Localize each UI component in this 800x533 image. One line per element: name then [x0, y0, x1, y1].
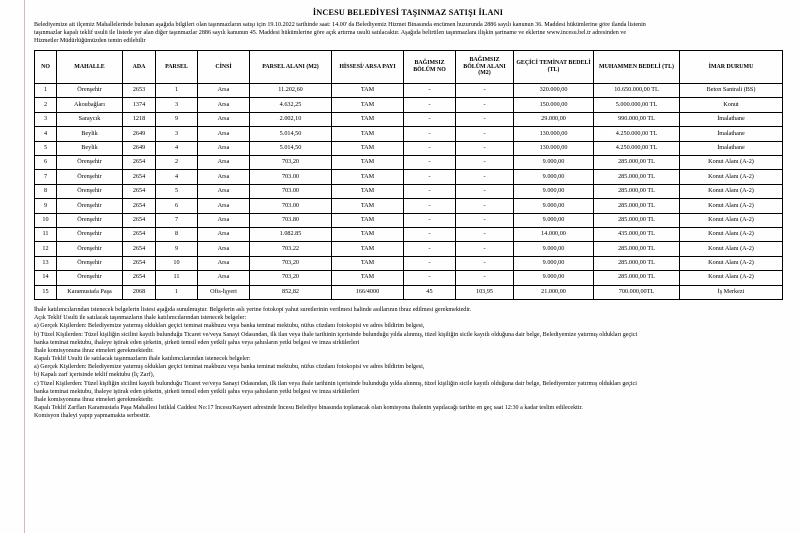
cell-bagimsiz-bolum-no: - — [404, 127, 456, 141]
cell-gecici-teminat: 130.000,00 — [514, 127, 594, 141]
cell-muhammen-bedel: 10.650.000,00 TL — [594, 84, 680, 98]
properties-table — [34, 50, 783, 300]
cell-muhammen-bedel: 285.000,00 TL — [594, 199, 680, 213]
cell-no: 8 — [35, 184, 57, 198]
cell-hisse: TAM — [332, 127, 404, 141]
cell-bagimsiz-bolum-no: - — [404, 112, 456, 126]
note-line: c) Tüzel Kişilerden: Tüzel kişiliğin sicilini kayıtlı bulunduğu Ticaret ve/veya Sanayi Odasından, ilk ilan veya ihale tarihinin içerisinde bulunduğu yılda alınmış, tüzel kişiliğin sicile kayıtlı olduğuna dair belge, Belediyemize yatırmış oldukları geçici — [34, 380, 637, 387]
cell-mahalle: Örenşehir — [57, 170, 123, 184]
intro-block — [34, 21, 782, 45]
cell-gecici-teminat: 130.000,00 — [514, 141, 594, 155]
cell-parsel: 9 — [156, 242, 198, 256]
cell-ada: 2654 — [123, 228, 156, 242]
cell-gecici-teminat: 9.000,00 — [514, 213, 594, 227]
cell-mahalle: Beylik — [57, 127, 123, 141]
cell-gecici-teminat: 14.000,00 — [514, 228, 594, 242]
cell-ada: 2654 — [123, 271, 156, 285]
cell-no: 9 — [35, 199, 57, 213]
cell-parsel: 3 — [156, 98, 198, 112]
cell-hisse: TAM — [332, 242, 404, 256]
note-line: b) Tüzel Kişilerden: Tüzel kişiliğin sicilini kayıtlı bulunduğu Ticaret ve/veya Sanayi Odasından, ilk ilan veya ihale tarihinin içerisinde bulunduğu yılda alınmış, tüzel kişiliğin sicile kayıtlı olduğuna dair belge, Belediyemize yatırmış oldukları geçici — [34, 331, 638, 338]
cell-parsel: 1 — [156, 285, 198, 299]
cell-gecici-teminat: 29.000,00 — [514, 112, 594, 126]
cell-mahalle: Örenşehir — [57, 213, 123, 227]
cell-imar-durumu: İmalathane — [680, 127, 783, 141]
cell-bagimsiz-bolum-no: - — [404, 98, 456, 112]
cell-mahalle: Örenşehir — [57, 156, 123, 170]
note-line: a) Gerçek Kişilerden: Belediyemize yatırmış oldukları geçici teminat makbuzu veya banka teminat mektubu, nüfus cüzdanı fotokopisi ve adres bildirim belgesi, — [34, 364, 425, 371]
cell-parsel-alani: 703,20 — [250, 271, 332, 285]
cell-parsel: 8 — [156, 228, 198, 242]
cell-mahalle: Örenşehir — [57, 271, 123, 285]
cell-mahalle: Örenşehir — [57, 184, 123, 198]
cell-parsel-alani: 703,20 — [250, 256, 332, 270]
cell-muhammen-bedel: 4.250.000,00 TL — [594, 141, 680, 155]
column-header-bagimsiz-bolum-no: BAĞIMSIZ BÖLÜM NO — [404, 51, 456, 84]
cell-gecici-teminat: 9.000,00 — [514, 242, 594, 256]
notes-block — [34, 306, 782, 421]
cell-bagimsiz-bolum-alani: - — [456, 271, 514, 285]
document-body — [34, 8, 782, 421]
cell-ada: 2653 — [123, 84, 156, 98]
cell-parsel-alani: 703.00 — [250, 199, 332, 213]
cell-ada: 2654 — [123, 156, 156, 170]
cell-cinsi: Arsa — [198, 127, 250, 141]
cell-bagimsiz-bolum-alani: - — [456, 84, 514, 98]
cell-no: 15 — [35, 285, 57, 299]
cell-bagimsiz-bolum-no: - — [404, 271, 456, 285]
cell-bagimsiz-bolum-alani: - — [456, 141, 514, 155]
cell-imar-durumu: Konut Alanı (A-2) — [680, 213, 783, 227]
cell-no: 11 — [35, 228, 57, 242]
cell-ada: 2649 — [123, 127, 156, 141]
cell-hisse: TAM — [332, 141, 404, 155]
cell-parsel-alani: 1.082.85 — [250, 228, 332, 242]
intro-line: Hizmetler Müdürlüğümüzden temin edilebilir — [34, 38, 146, 45]
cell-parsel-alani: 703.22 — [250, 242, 332, 256]
cell-hisse: TAM — [332, 184, 404, 198]
cell-cinsi: Arsa — [198, 112, 250, 126]
cell-muhammen-bedel: 285.000,00 TL — [594, 242, 680, 256]
table-row — [35, 84, 783, 98]
cell-parsel-alani: 4.632,25 — [250, 98, 332, 112]
intro-line: taşınmazlar kapalı teklif usulü ile listede yer alan diğer taşınmazlar 2886 sayılı kanunun 45. Maddesi hükümlerine göre açık artırma usulü satılacaktır. Aşağıda belirtilen taşınmazlara ilişkin şartname ve eklerine www.incesu.bel.tr adresinden ve — [34, 30, 627, 37]
cell-parsel: 4 — [156, 141, 198, 155]
column-header-cinsi: CİNSİ — [198, 51, 250, 84]
cell-bagimsiz-bolum-no: - — [404, 84, 456, 98]
cell-hisse: TAM — [332, 98, 404, 112]
cell-parsel: 3 — [156, 127, 198, 141]
column-header-imar-durumu: İMAR DURUMU — [680, 51, 783, 84]
cell-gecici-teminat: 9.000,00 — [514, 184, 594, 198]
cell-muhammen-bedel: 990.000,00 TL — [594, 112, 680, 126]
column-header-hisse: HİSSESİ/ ARSA PAYI — [332, 51, 404, 84]
table-row — [35, 184, 783, 198]
table-row — [35, 271, 783, 285]
cell-parsel: 10 — [156, 256, 198, 270]
cell-bagimsiz-bolum-alani: - — [456, 242, 514, 256]
cell-parsel-alani: 852,82 — [250, 285, 332, 299]
cell-bagimsiz-bolum-no: - — [404, 242, 456, 256]
cell-bagimsiz-bolum-no: - — [404, 184, 456, 198]
cell-bagimsiz-bolum-no: - — [404, 141, 456, 155]
cell-muhammen-bedel: 285.000,00 TL — [594, 213, 680, 227]
note-line: Açık Teklif Usulü ile satılacak taşınmazların ihale katılımcılarından istenecek belgeler: — [34, 315, 247, 322]
cell-parsel-alani: 5.014,50 — [250, 141, 332, 155]
cell-bagimsiz-bolum-alani: - — [456, 112, 514, 126]
cell-hisse: TAM — [332, 256, 404, 270]
cell-no: 14 — [35, 271, 57, 285]
table-row — [35, 285, 783, 299]
cell-bagimsiz-bolum-alani: - — [456, 228, 514, 242]
cell-parsel: 11 — [156, 271, 198, 285]
note-line: banka teminat mektubu, ihaleye iştirak eden şirketin, şirketi temsil eden yetkili şahıs veya şahısların yetki belgesi ve imza sirkülerleri — [34, 388, 360, 395]
cell-cinsi: Ofis-İşyeri — [198, 285, 250, 299]
cell-bagimsiz-bolum-alani: - — [456, 98, 514, 112]
cell-bagimsiz-bolum-alani: - — [456, 127, 514, 141]
cell-ada: 1218 — [123, 112, 156, 126]
cell-cinsi: Arsa — [198, 184, 250, 198]
cell-ada: 2654 — [123, 184, 156, 198]
table-row — [35, 112, 783, 126]
cell-ada: 2654 — [123, 256, 156, 270]
cell-bagimsiz-bolum-alani: - — [456, 184, 514, 198]
note-line: a) Gerçek Kişilerden: Belediyemize yatırmış oldukları geçici teminat makbuzu veya banka teminat mektubu, nüfus cüzdanı fotokopisi ve adres bildirim belgesi, — [34, 323, 425, 330]
cell-muhammen-bedel: 285.000,00 TL — [594, 170, 680, 184]
table-row — [35, 256, 783, 270]
cell-cinsi: Arsa — [198, 141, 250, 155]
cell-imar-durumu: İmalathane — [680, 141, 783, 155]
cell-hisse: TAM — [332, 271, 404, 285]
note-line: Komisyon ihaleyi yapıp yapmamakta serbesttir. — [34, 413, 151, 420]
cell-mahalle: Beylik — [57, 141, 123, 155]
cell-imar-durumu: Konut Alanı (A-2) — [680, 184, 783, 198]
cell-cinsi: Arsa — [198, 271, 250, 285]
cell-parsel: 7 — [156, 213, 198, 227]
cell-mahalle: Örenşehir — [57, 199, 123, 213]
cell-parsel: 6 — [156, 199, 198, 213]
cell-muhammen-bedel: 285.000,00 TL — [594, 271, 680, 285]
cell-imar-durumu: Konut Alanı (A-2) — [680, 170, 783, 184]
cell-bagimsiz-bolum-alani: - — [456, 199, 514, 213]
cell-no: 6 — [35, 156, 57, 170]
cell-muhammen-bedel: 435.000,00 TL — [594, 228, 680, 242]
cell-imar-durumu: Konut Alanı (A-2) — [680, 199, 783, 213]
cell-cinsi: Arsa — [198, 170, 250, 184]
note-line: İhale komisyonuna ihraz etmeleri gerekmektedir. — [34, 397, 154, 404]
cell-imar-durumu: Konut Alanı (A-2) — [680, 271, 783, 285]
cell-gecici-teminat: 9.000,00 — [514, 199, 594, 213]
cell-parsel: 4 — [156, 170, 198, 184]
note-line: Kapalı Teklif Usulü ile satılacak taşınmazların ihale katılımcılarından istenecek belgeler: — [34, 356, 251, 363]
table-body — [35, 84, 783, 300]
cell-imar-durumu: İş Merkezi — [680, 285, 783, 299]
cell-ada: 2654 — [123, 213, 156, 227]
cell-parsel-alani: 5.014,50 — [250, 127, 332, 141]
note-line: İhale komisyonuna ihraz etmeleri gerekmektedir. — [34, 347, 154, 354]
cell-mahalle: Saraycık — [57, 112, 123, 126]
table-row — [35, 98, 783, 112]
cell-ada: 2654 — [123, 199, 156, 213]
cell-mahalle: Örenşehir — [57, 242, 123, 256]
cell-hisse: TAM — [332, 84, 404, 98]
cell-no: 3 — [35, 112, 57, 126]
cell-parsel: 2 — [156, 156, 198, 170]
cell-cinsi: Arsa — [198, 242, 250, 256]
cell-ada: 2654 — [123, 170, 156, 184]
cell-parsel-alani: 703.00 — [250, 184, 332, 198]
cell-hisse: TAM — [332, 170, 404, 184]
note-line: banka teminat mektubu, ihaleye iştirak eden şirketin, şirketi temsil eden yetkili şahıs veya şahısların yetki belgesi ve imza sirkülerleri — [34, 339, 360, 346]
cell-bagimsiz-bolum-no: - — [404, 156, 456, 170]
cell-bagimsiz-bolum-no: - — [404, 228, 456, 242]
cell-cinsi: Arsa — [198, 84, 250, 98]
table-row — [35, 199, 783, 213]
cell-ada: 2068 — [123, 285, 156, 299]
cell-bagimsiz-bolum-no: - — [404, 199, 456, 213]
cell-muhammen-bedel: 285.000,00 TL — [594, 184, 680, 198]
cell-muhammen-bedel: 4.250.000,00 TL — [594, 127, 680, 141]
cell-bagimsiz-bolum-no: - — [404, 256, 456, 270]
cell-bagimsiz-bolum-no: - — [404, 213, 456, 227]
table-row — [35, 242, 783, 256]
cell-mahalle: Karamustafa Paşa — [57, 285, 123, 299]
cell-mahalle: Örenşehir — [57, 228, 123, 242]
cell-imar-durumu: Konut Alanı (A-2) — [680, 156, 783, 170]
cell-imar-durumu: Beton Santrali (BS) — [680, 84, 783, 98]
cell-bagimsiz-bolum-no: - — [404, 170, 456, 184]
cell-parsel-alani: 703,20 — [250, 156, 332, 170]
cell-no: 1 — [35, 84, 57, 98]
cell-bagimsiz-bolum-alani: - — [456, 170, 514, 184]
cell-parsel: 1 — [156, 84, 198, 98]
cell-gecici-teminat: 9.000,00 — [514, 256, 594, 270]
cell-gecici-teminat: 9.000,00 — [514, 170, 594, 184]
cell-cinsi: Arsa — [198, 213, 250, 227]
cell-imar-durumu: Konut Alanı (A-2) — [680, 256, 783, 270]
column-header-muhammen-bedel: MUHAMMEN BEDELİ (TL) — [594, 51, 680, 84]
cell-ada: 2649 — [123, 141, 156, 155]
cell-ada: 1374 — [123, 98, 156, 112]
cell-parsel: 5 — [156, 184, 198, 198]
page-title: İNCESU BELEDİYESİ TAŞINMAZ SATIŞI İLANI — [312, 8, 504, 17]
cell-bagimsiz-bolum-alani: - — [456, 213, 514, 227]
cell-no: 5 — [35, 141, 57, 155]
cell-parsel: 9 — [156, 112, 198, 126]
cell-bagimsiz-bolum-alani: - — [456, 156, 514, 170]
cell-cinsi: Arsa — [198, 256, 250, 270]
column-header-bagimsiz-bolum-alani: BAĞIMSIZ BÖLÜM ALANI (M2) — [456, 51, 514, 84]
cell-imar-durumu: Konut — [680, 98, 783, 112]
cell-no: 7 — [35, 170, 57, 184]
cell-cinsi: Arsa — [198, 156, 250, 170]
cell-muhammen-bedel: 285.000,00 TL — [594, 256, 680, 270]
cell-cinsi: Arsa — [198, 199, 250, 213]
note-line: İhale katılımcılarından istenecek belgelerin listesi aşağıda sunulmuştur. Belgelerin aslı yerine fotokopi yahut suretlerinin verilmesi halinde asıllarının ibraz edilmesi gerekmektedir. — [34, 306, 472, 313]
table-row — [35, 156, 783, 170]
cell-bagimsiz-bolum-alani: 103,95 — [456, 285, 514, 299]
table-row — [35, 141, 783, 155]
cell-ada: 2654 — [123, 242, 156, 256]
cell-imar-durumu: İmalathane — [680, 112, 783, 126]
cell-imar-durumu: Konut Alanı (A-2) — [680, 228, 783, 242]
column-header-ada: ADA — [123, 51, 156, 84]
cell-no: 10 — [35, 213, 57, 227]
cell-cinsi: Arsa — [198, 98, 250, 112]
cell-bagimsiz-bolum-alani: - — [456, 256, 514, 270]
cell-hisse: TAM — [332, 228, 404, 242]
cell-gecici-teminat: 9.000,00 — [514, 271, 594, 285]
note-line: Kapalı Teklif Zarfları Karamustafa Paşa Mahallesi İstiklal Caddesi No:17 İncesu/Kayseri adresinde İncesu Belediye binasında toplanacak olan komisyona ihalenin yapılacağı tarihte en geç saat 12:30 a kadar teslim edilecektir. — [34, 405, 583, 412]
column-header-no: NO — [35, 51, 57, 84]
cell-parsel-alani: 703.80 — [250, 213, 332, 227]
cell-mahalle: Örenşehir — [57, 84, 123, 98]
cell-hisse: TAM — [332, 156, 404, 170]
column-header-mahalle: MAHALLE — [57, 51, 123, 84]
table-row — [35, 213, 783, 227]
cell-mahalle: Akoubağları — [57, 98, 123, 112]
table-row — [35, 170, 783, 184]
cell-bagimsiz-bolum-no: 45 — [404, 285, 456, 299]
cell-hisse: TAM — [332, 213, 404, 227]
cell-cinsi: Arsa — [198, 228, 250, 242]
table-header-row — [35, 51, 783, 84]
cell-no: 2 — [35, 98, 57, 112]
cell-mahalle: Örenşehir — [57, 256, 123, 270]
margin-rule — [24, 0, 25, 533]
cell-no: 13 — [35, 256, 57, 270]
cell-muhammen-bedel: 285.000,00 TL — [594, 156, 680, 170]
cell-no: 12 — [35, 242, 57, 256]
cell-no: 4 — [35, 127, 57, 141]
cell-gecici-teminat: 21.000,00 — [514, 285, 594, 299]
cell-parsel-alani: 11.202,60 — [250, 84, 332, 98]
table-row — [35, 127, 783, 141]
column-header-parsel-alani: PARSEL ALANI (M2) — [250, 51, 332, 84]
column-header-parsel: PARSEL — [156, 51, 198, 84]
intro-line: Belediyemize ait ilçemiz Mahallelerinde bulunan aşağıda bilgileri olan taşınmazların satışı için 19.10.2022 tarihinde saat: 14.00' da Belediyemiz Hizmet Binasında encümen huzurunda 2886 sayılı kanunun 36. Maddesi hükümlerine göre ilanda listenin — [34, 22, 646, 28]
cell-hisse: 166/4000 — [332, 285, 404, 299]
cell-parsel-alani: 703.00 — [250, 170, 332, 184]
cell-parsel-alani: 2.002,10 — [250, 112, 332, 126]
cell-gecici-teminat: 150.000,00 — [514, 98, 594, 112]
cell-gecici-teminat: 9.000,00 — [514, 156, 594, 170]
table-row — [35, 228, 783, 242]
cell-muhammen-bedel: 5.000.000,00 TL — [594, 98, 680, 112]
cell-hisse: TAM — [332, 199, 404, 213]
cell-gecici-teminat: 320.000,00 — [514, 84, 594, 98]
cell-muhammen-bedel: 700.000,00TL — [594, 285, 680, 299]
note-line: b) Kapalı zarf içerisinde teklif mektubu (İç Zarf), — [34, 372, 155, 379]
column-header-gecici-teminat: GEÇİCİ TEMİNAT BEDELİ (TL) — [514, 51, 594, 84]
cell-hisse: TAM — [332, 112, 404, 126]
cell-imar-durumu: Konut Alanı (A-2) — [680, 242, 783, 256]
